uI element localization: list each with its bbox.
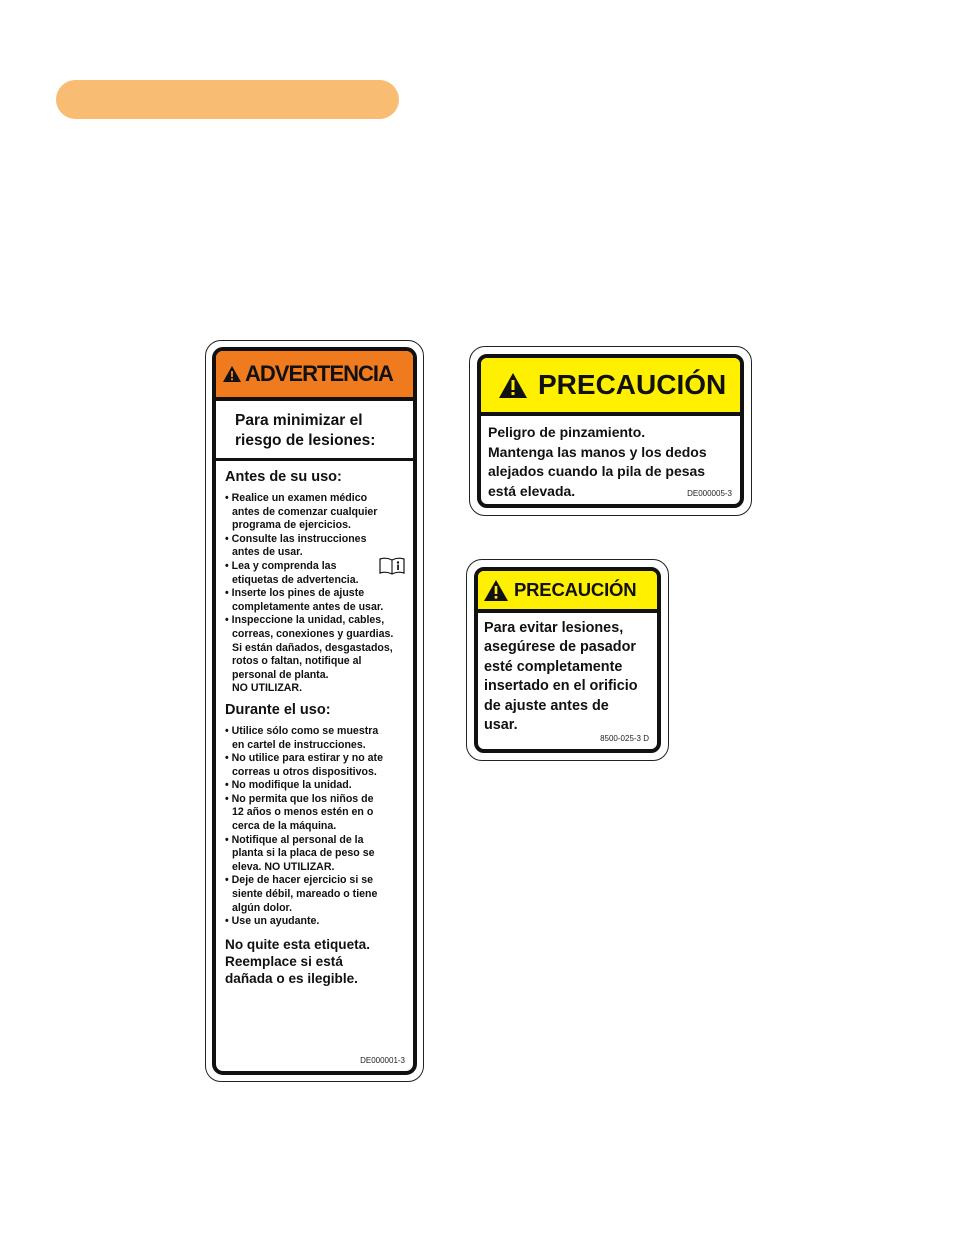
- caution-header: [478, 571, 657, 613]
- list-item: • Realice un examen médico antes de comenzar cualquier programa de ejercicios.: [225, 492, 378, 532]
- warning-label: [205, 340, 424, 1082]
- warning-title: ADVERTENCIA: [245, 361, 393, 386]
- list-item: • No permita que los niños de 12 años o menos estén en o cerca de la máquina.: [225, 792, 374, 833]
- label-footer-note: No quite esta etiqueta. Reemplace si está dañada o es ilegible.: [225, 936, 371, 986]
- during-use-heading: Durante el uso:: [225, 701, 331, 718]
- caution-label-pin: [466, 559, 669, 761]
- during-use-list: [225, 725, 407, 929]
- instruction-manual-icon: [379, 557, 405, 575]
- warning-triangle-icon: [222, 365, 242, 383]
- label-code: DE000001-3: [360, 1056, 405, 1065]
- list-item: • Inserte los pines de ajuste completamente antes de usar.: [225, 587, 384, 613]
- caution-heading-line: Peligro de pinzamiento.: [488, 424, 646, 440]
- label-code: DE000005-3: [687, 489, 732, 498]
- warning-body: [216, 461, 413, 987]
- before-use-heading: Antes de su uso:: [225, 469, 342, 485]
- caution-text: Para evitar lesiones, asegúrese de pasador esté completamente insertado en el orificio de ajuste antes de usar.: [484, 620, 638, 734]
- list-item: • Lea y comprenda las etiquetas de advertencia.: [225, 559, 359, 586]
- warning-triangle-icon: [498, 372, 528, 399]
- caution-title: PRECAUCIÓN: [514, 579, 637, 600]
- caution-text: Mantenga las manos y los dedos alejados cuando la pila de pesas está elevada.: [488, 443, 707, 499]
- caution-label-pinch: [469, 346, 752, 516]
- warning-triangle-icon: [483, 579, 509, 602]
- list-item: • Consulte las instrucciones antes de usar.: [225, 532, 367, 559]
- caution-label-frame: [477, 354, 744, 508]
- list-item: • No utilice para estirar y no ate correas u otros dispositivos.: [225, 752, 383, 778]
- warning-label-frame: [212, 347, 417, 1075]
- section-header-bar: [56, 80, 399, 119]
- list-item: • Inspeccione la unidad, cables, correas, conexiones y guardias. Si están dañados, desgastados, rotos o faltan, notifique al personal de planta. NO UTILIZAR.: [225, 614, 394, 695]
- caution-label-frame: [474, 567, 661, 753]
- list-item: • Utilice sólo como se muestra en cartel de instrucciones.: [225, 724, 379, 751]
- caution-header: [481, 358, 740, 416]
- list-item: • Use un ayudante.: [225, 915, 320, 928]
- list-item: • No modifique la unidad.: [225, 779, 352, 792]
- before-use-list: [225, 492, 407, 696]
- warning-lead-text: Para minimizar el riesgo de lesiones:: [216, 401, 413, 461]
- caution-title: PRECAUCIÓN: [538, 369, 727, 400]
- warning-header: [216, 351, 413, 401]
- list-item: • Notifique al personal de la planta si la placa de peso se eleva. NO UTILIZAR.: [225, 833, 375, 873]
- label-code: 8500-025-3 D: [600, 734, 649, 743]
- list-item: • Deje de hacer ejercicio si se siente débil, mareado o tiene algún dolor.: [225, 874, 378, 914]
